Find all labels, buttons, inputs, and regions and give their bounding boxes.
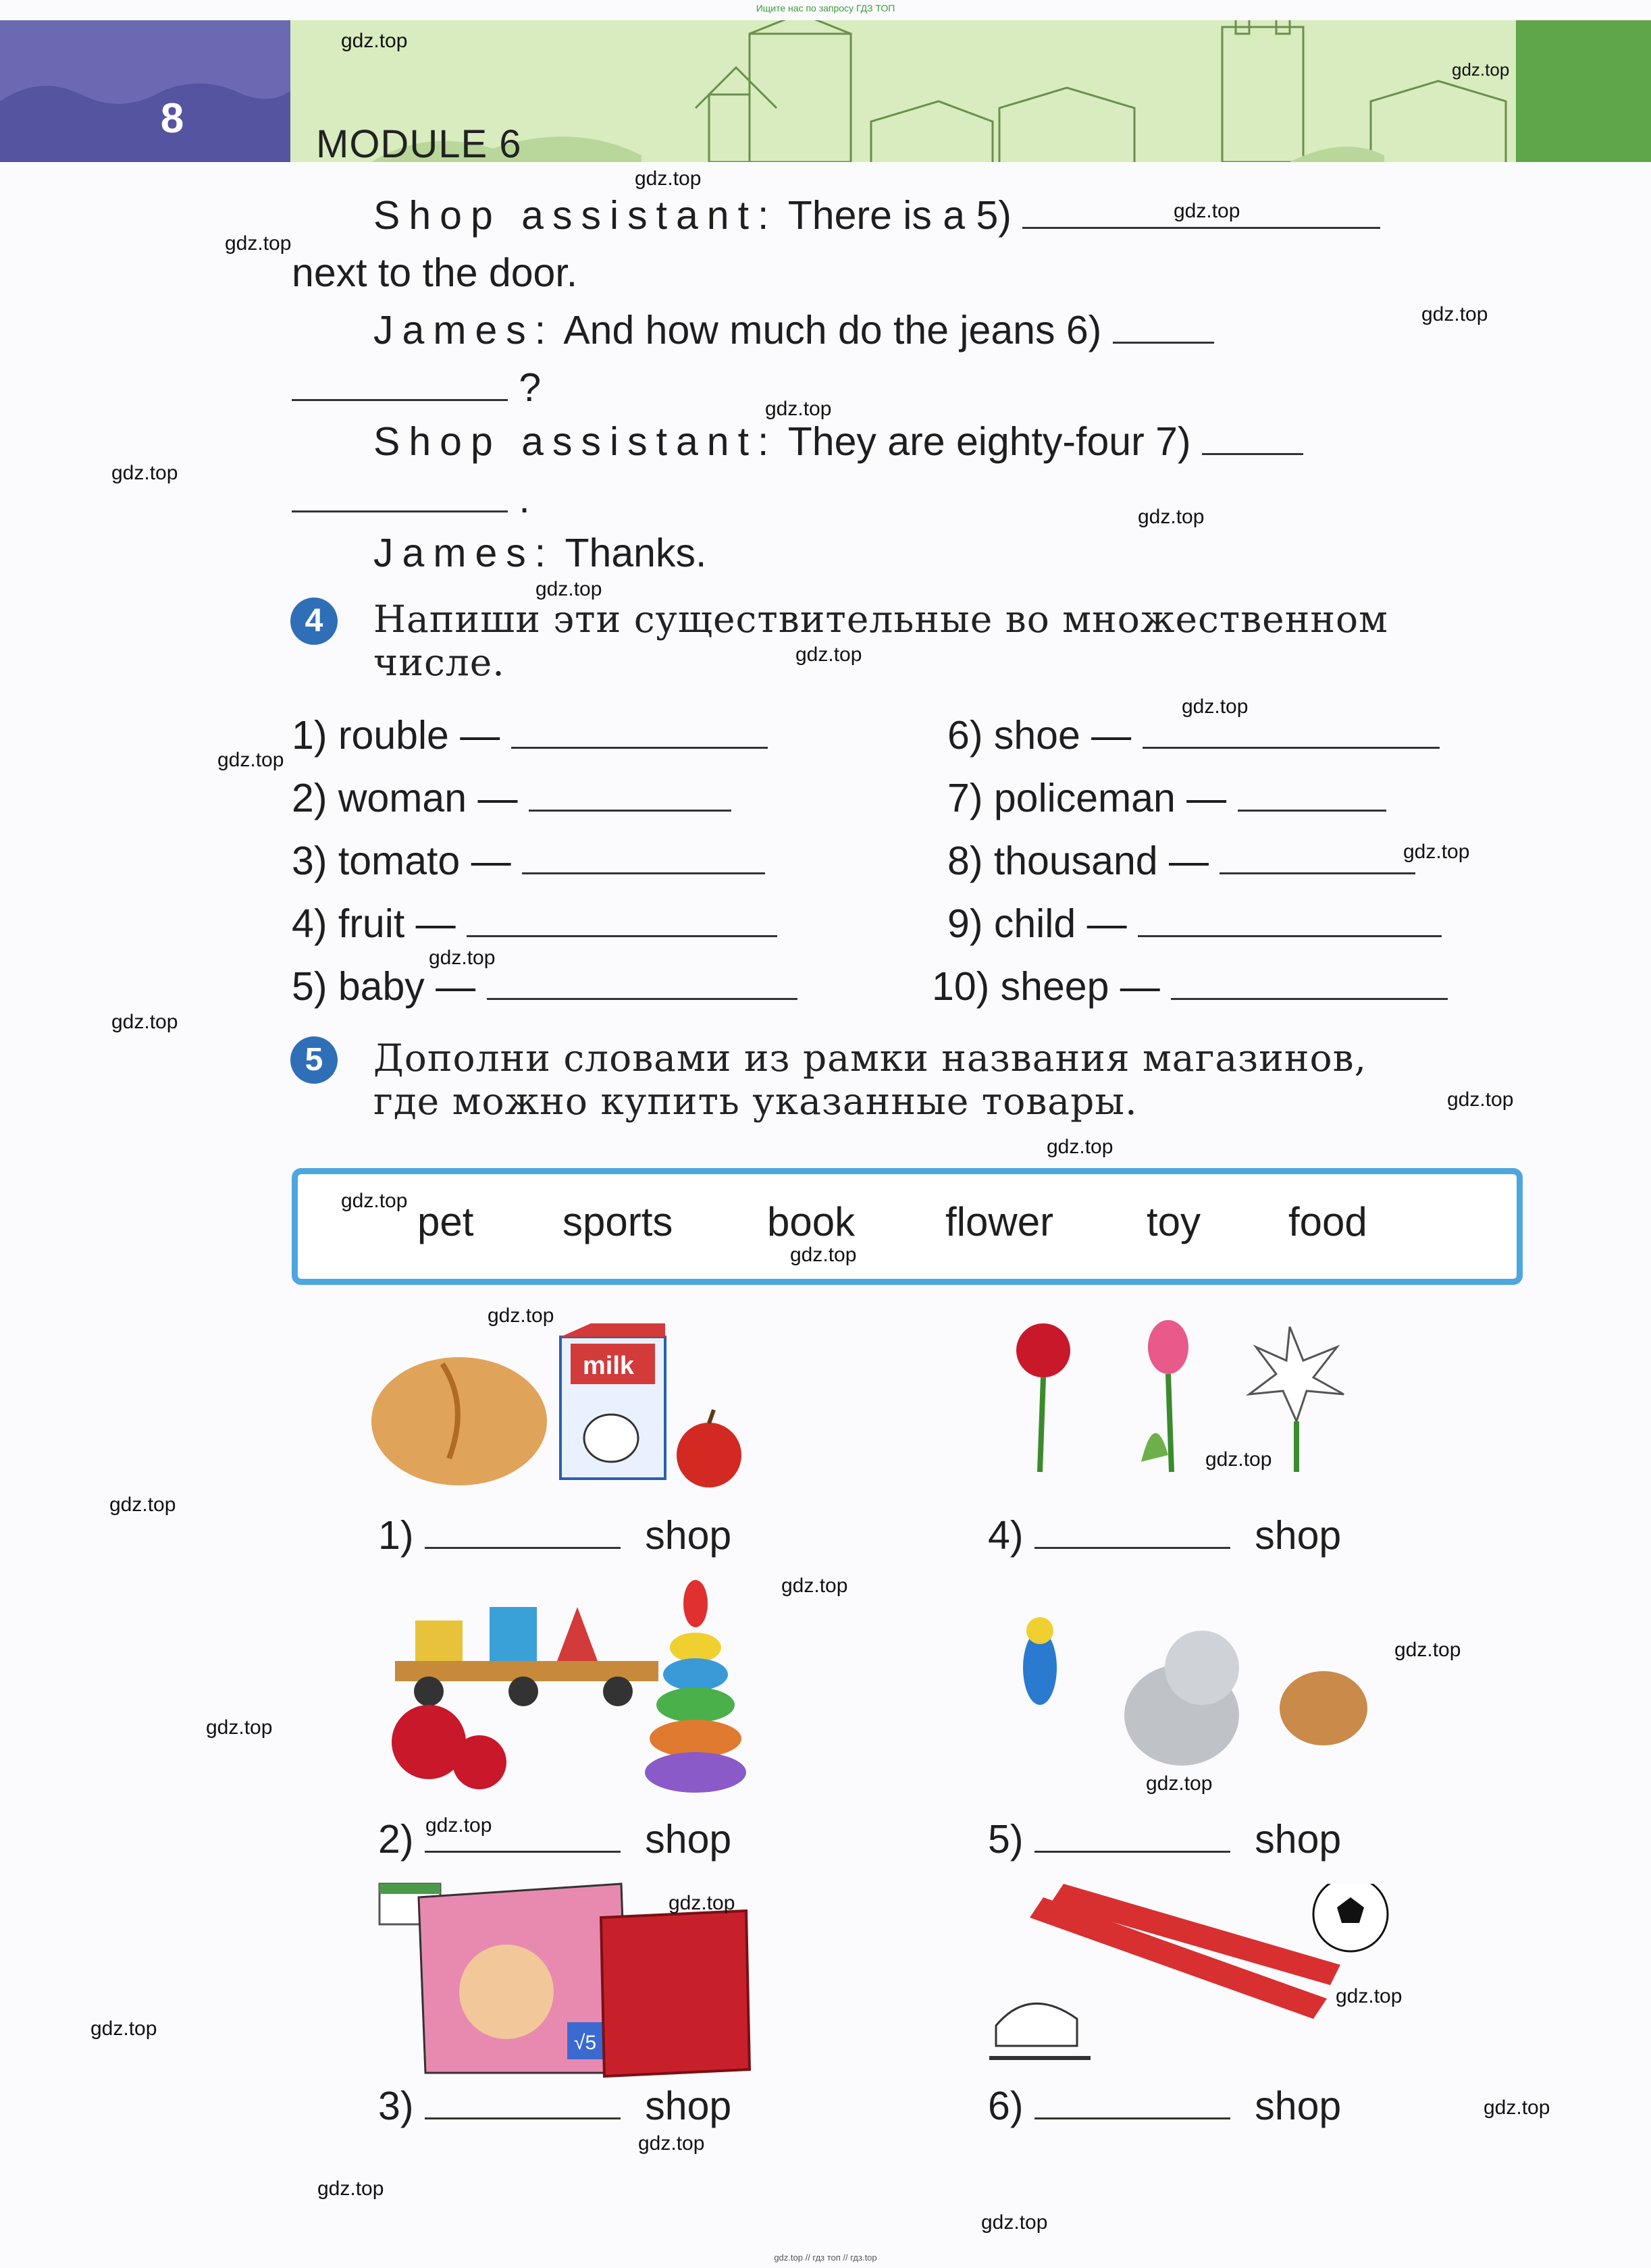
instruction-line: числе. (373, 641, 505, 684)
shop-word: shop (1255, 1513, 1342, 1558)
toy-train-icon (415, 1620, 463, 1661)
answer-blank[interactable] (1022, 226, 1380, 229)
word-toy: toy (1147, 1199, 1201, 1244)
shop-word: shop (645, 2084, 732, 2128)
answer-blank[interactable] (1220, 872, 1415, 874)
tulip-icon (1148, 1320, 1188, 1374)
item-label: 1) rouble — (292, 713, 500, 758)
plural-item-4 (292, 901, 777, 947)
word-sports: sports (562, 1199, 673, 1244)
milk-label: milk (583, 1352, 635, 1380)
watermark: gdz.top (1452, 59, 1510, 80)
pyramid-toy-picture (645, 1580, 746, 1796)
task-4-instruction (373, 598, 1388, 684)
word-food: food (1288, 1199, 1367, 1244)
watermark: gdz.top (225, 232, 292, 255)
module-title: MODULE 6 (316, 122, 522, 166)
answer-blank[interactable] (1034, 1850, 1230, 1853)
watermark: gdz.top (535, 578, 602, 600)
answer-blank[interactable] (1034, 1546, 1230, 1549)
watermark: gdz.top (488, 1304, 554, 1327)
instruction-line: где можно купить указанные товары. (373, 1080, 1138, 1123)
speaker-label: James: (373, 308, 555, 352)
shop-word: shop (1255, 2084, 1342, 2128)
dialogue-text: ? (519, 365, 542, 410)
watermark: gdz.top (981, 2211, 1048, 2234)
header-green-edge (1516, 20, 1651, 162)
answer-blank[interactable] (425, 2117, 621, 2119)
watermark: gdz.top (317, 2178, 384, 2200)
watermark: gdz.top (111, 1011, 178, 1033)
dialogue-text: There is a 5) (787, 193, 1012, 238)
page-number: 8 (160, 95, 184, 142)
watermark: gdz.top (1421, 303, 1488, 325)
watermark: gdz.top (1174, 200, 1240, 222)
watermark: gdz.top (217, 749, 284, 771)
word-pet: pet (417, 1199, 474, 1244)
answer-blank[interactable] (529, 809, 731, 812)
answer-blank[interactable] (292, 510, 508, 512)
item-number: 6) (988, 2084, 1024, 2128)
item-label: 4) fruit — (292, 901, 456, 946)
rose-icon (1016, 1323, 1070, 1377)
shop-item-1 (378, 1512, 731, 1558)
flowers-picture (1006, 1320, 1384, 1475)
plural-item-2 (292, 775, 731, 821)
hamster-icon (1280, 1671, 1367, 1745)
word-flower: flower (945, 1199, 1054, 1244)
plural-item-5 (292, 964, 797, 1009)
watermark: gdz.top (1394, 1639, 1461, 1661)
watermark: gdz.top (111, 462, 178, 484)
book-icon (601, 1911, 750, 2076)
speaker-label: James: (373, 531, 555, 575)
watermark: gdz.top (341, 1190, 408, 1212)
answer-blank[interactable] (1138, 934, 1442, 937)
watermark: gdz.top (109, 1494, 176, 1516)
instruction-line: Напиши эти существительные во множественном (373, 598, 1388, 641)
dialogue-line-3 (373, 307, 1214, 353)
dialogue-text: They are eighty-four 7) (787, 419, 1191, 464)
top-note: Ищите нас по запросу ГДЗ ТОП (756, 3, 895, 14)
task-5-instruction (373, 1036, 1367, 1123)
answer-blank[interactable] (1143, 746, 1440, 749)
watermark: gdz.top (206, 1716, 273, 1739)
watermark: gdz.top (1403, 841, 1470, 863)
dialogue-line-4 (292, 365, 541, 411)
answer-blank[interactable] (1034, 2117, 1230, 2119)
sports-picture (989, 1884, 1394, 2066)
plural-item-6 (947, 712, 1440, 758)
shop-item-3 (378, 2083, 731, 2129)
answer-blank[interactable] (1113, 341, 1214, 344)
food-picture (368, 1323, 746, 1499)
watermark: gdz.top (638, 2132, 705, 2155)
answer-blank[interactable] (425, 1546, 621, 1549)
answer-blank[interactable] (1238, 809, 1386, 812)
watermark: gdz.top (795, 643, 862, 666)
answer-blank[interactable] (425, 1850, 621, 1853)
watermark: gdz.top (1182, 695, 1249, 718)
watermark: gdz.top (1047, 1136, 1113, 1158)
dialogue-line-7 (373, 530, 706, 576)
watermark: gdz.top (765, 398, 832, 420)
answer-blank[interactable] (467, 934, 777, 937)
watermark: gdz.top (1205, 1448, 1272, 1471)
word-book: book (767, 1199, 856, 1244)
item-label: 5) baby — (292, 964, 476, 1009)
pyramid-toy-icon (683, 1580, 708, 1627)
task-4-number: 4 (290, 598, 338, 645)
dialogue-text: And how much do the jeans 6) (563, 308, 1102, 352)
plural-item-1 (292, 712, 768, 758)
watermark: gdz.top (635, 167, 702, 190)
dialogue-line-6 (292, 476, 530, 522)
watermark: gdz.top (425, 1814, 492, 1837)
shop-item-4 (988, 1512, 1341, 1558)
item-number: 3) (378, 2084, 414, 2128)
watermark: gdz.top (1447, 1088, 1514, 1111)
item-number: 4) (988, 1513, 1024, 1558)
bottom-note: gdz.top // гдз топ // гдз.top (774, 2252, 877, 2263)
shop-word: shop (645, 1513, 732, 1558)
magazine-label: √5 (574, 2032, 597, 2054)
item-number: 5) (988, 1817, 1024, 1862)
speaker-label: Shop assistant: (373, 193, 778, 238)
speaker-label: Shop assistant: (373, 419, 778, 464)
watermark: gdz.top (790, 1244, 857, 1266)
answer-blank[interactable] (487, 997, 797, 1000)
watermark: gdz.top (1336, 1985, 1403, 2007)
watermark: gdz.top (669, 1892, 735, 1914)
item-number: 1) (378, 1513, 414, 1558)
item-label: 3) tomato — (292, 839, 511, 883)
item-label: 2) woman — (292, 776, 518, 820)
plural-item-7 (947, 775, 1386, 821)
watermark: gdz.top (1138, 506, 1205, 528)
watermark: gdz.top (429, 947, 496, 969)
dialogue-text: Thanks. (565, 531, 707, 575)
watermark: gdz.top (1484, 2096, 1550, 2119)
watermark: gdz.top (341, 30, 408, 52)
plural-item-10 (932, 964, 1448, 1009)
skate-icon (996, 2003, 1077, 2046)
apple-icon (677, 1423, 741, 1487)
watermark: gdz.top (90, 2018, 157, 2040)
item-label: 7) policeman — (947, 776, 1227, 820)
dialogue-line-5 (373, 419, 1303, 465)
answer-blank[interactable] (292, 398, 508, 401)
shop-word: shop (645, 1817, 732, 1862)
dialogue-text: . (519, 477, 530, 521)
dialogue-line-2 (292, 250, 577, 296)
item-label: 9) child — (947, 901, 1127, 946)
lily-icon (1249, 1327, 1344, 1421)
plural-item-8 (947, 838, 1415, 884)
plural-item-3 (292, 838, 765, 884)
dialogue-text: next to the door. (292, 250, 578, 295)
shop-item-6 (988, 2083, 1341, 2129)
answer-blank[interactable] (1171, 997, 1448, 1000)
shop-word: shop (1255, 1817, 1342, 1862)
item-label: 6) shoe — (947, 713, 1132, 758)
instruction-line: Дополни словами из рамки названия магазинов, (373, 1036, 1367, 1080)
pets-picture (1013, 1614, 1391, 1776)
watermark: gdz.top (1146, 1772, 1213, 1795)
watermark: gdz.top (781, 1575, 848, 1597)
item-number: 2) (378, 1817, 414, 1862)
answer-blank[interactable] (522, 872, 765, 874)
plural-item-9 (947, 901, 1442, 947)
shop-item-5 (988, 1816, 1341, 1862)
item-label: 8) thousand — (947, 839, 1209, 883)
task-5-number: 5 (290, 1036, 338, 1084)
answer-blank[interactable] (1202, 452, 1303, 455)
answer-blank[interactable] (511, 746, 768, 749)
item-label: 10) sheep — (932, 964, 1160, 1009)
